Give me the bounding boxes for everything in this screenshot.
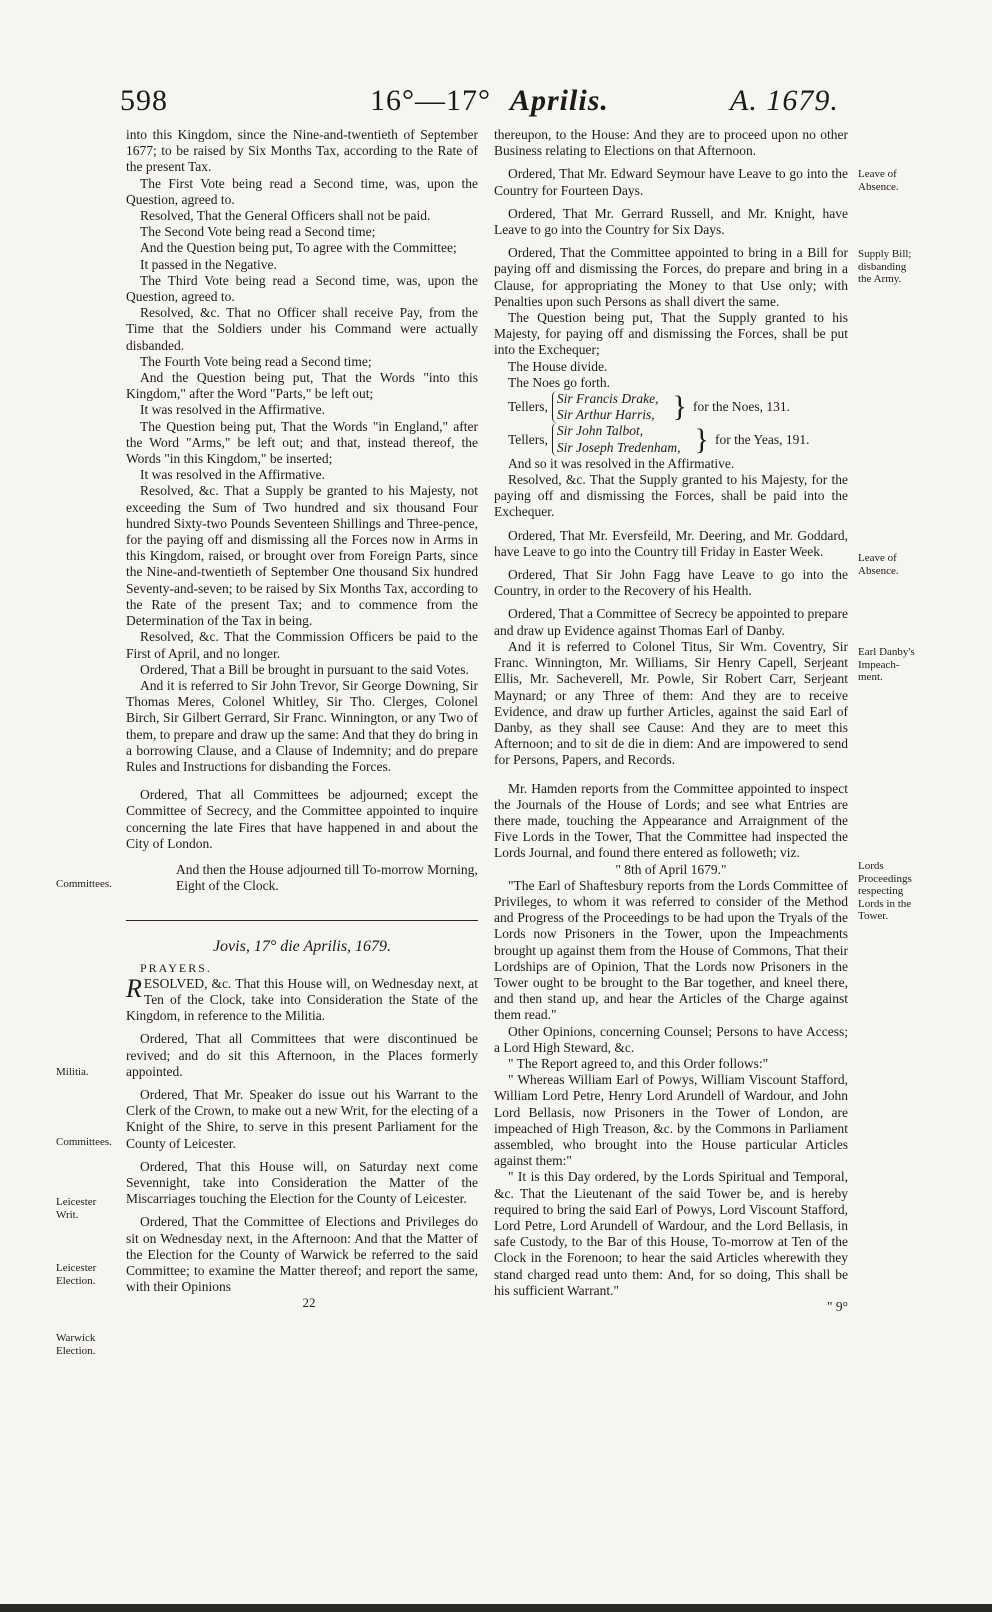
header-month: Aprilis. — [510, 84, 609, 117]
note-line: ment. — [858, 671, 883, 683]
margin-note-committees — [56, 1136, 122, 1149]
note-line: Proceedings — [858, 872, 912, 885]
note-line: Election. — [56, 1274, 96, 1287]
paragraph: Ordered, That Mr. Speaker do issue out his Warrant to the Clerk of the Crown, to make out a new Writ, for the electing of a Knight of the Shire, to serve in this present Parliament for the County of Leicester. — [126, 1086, 478, 1151]
paragraph: And so it was resolved in the Affirmative. — [508, 455, 735, 471]
left-column — [126, 127, 478, 1312]
paragraph: And it is referred to Sir John Trevor, Sir George Downing, Sir Thomas Meres, Colonel Whitley, Sir Tho. Clerges, Colonel Birch, Sir Gilbert Gerrard, Sir Franc. Winnington, or any Two of them, to prepare and draw up the same: And that they do bring in a borrowing Clause, and a Clause of Indemnity; and do prepare Rules and Instructions for disbanding the Forces. — [126, 677, 478, 774]
paragraph: " The Report agreed to, and this Order follows:" — [508, 1055, 769, 1071]
paragraph: It passed in the Negative. — [140, 256, 277, 272]
paragraph: Ordered, That this House will, on Saturday next come Sevennight, take into Consideration the Matter of the Miscarriages touching the Election for the County of Leicester. — [126, 1158, 478, 1207]
paragraph: And it is referred to Colonel Titus, Sir Wm. Coventry, Sir Franc. Winnington, Mr. Williams, Sir Henry Capell, Serjeant Ellis, Mr. Sacheverell, Mr. Powle, Sir Robert Carr, Serjeant Maynard; or any Three of them: And they are to receive Evidence, and draw up further Articles, against the said Earl of Danby, as they shall see Cause: And they are to meet this Afternoon; and to sit de die in diem: And are impowered to send for Persons, Papers, and Records. — [494, 638, 848, 768]
paragraph: And the Question being put, To agree with the Committee; — [140, 240, 457, 256]
teller-name: Sir Francis Drake, — [556, 391, 659, 407]
paragraph: Ordered, That Mr. Eversfeild, Mr. Deering, and Mr. Goddard, have Leave to go into the Country till Friday in Easter Week. — [494, 527, 848, 559]
margin-note-supply — [858, 248, 938, 286]
tellers-yeas — [508, 423, 848, 455]
paragraph: The Fourth Vote being read a Second time; — [140, 353, 372, 369]
paragraph: " Whereas William Earl of Powys, William Viscount Stafford, William Lord Petre, Henry Lord Arundell of Wardour, and John Lord Bellasis, now Prisoners in the Tower of London, are impeached of High Treason, &c. by the Commons in Parliament assembled, who brought into the House particular Articles against them:" — [494, 1072, 848, 1169]
adjournment-line: And then the House adjourned till To-morrow Morning, Eight of the Clock. — [176, 861, 478, 894]
prayers-heading: PRAYERS. — [140, 960, 212, 975]
paragraph: It was resolved in the Affirmative. — [140, 467, 325, 483]
note-line: Leicester — [56, 1262, 97, 1274]
header-year: A. 1679. — [730, 84, 839, 117]
teller-name: Sir Arthur Harris, — [556, 407, 655, 423]
paragraph: And the Question being put, That the Words "into this Kingdom," after the Word "Parts," be left out; — [126, 370, 478, 402]
paragraph: "The Earl of Shaftesbury reports from the Lords Committee of Privileges, to whom it was referred to consider of the Method and Progress of the Proceedings to be had upon the Tryals of the Lords now Prisoners in the Tower, upon the Impeachments brought up against them from the House of Commons, That their Lordships are of Opinion, That the Lords now Prisoners in the Tower ought to be brought to the Bar together, and kneel there, and then stand up, and hear the Articles of the Charge against them read." — [494, 877, 848, 1023]
paragraph: Resolved, That the General Officers shall not be paid. — [140, 208, 431, 224]
paragraph: Resolved, &c. That no Officer shall receive Pay, from the Time that the Soldiers under his Command were actually disbanded. — [126, 305, 478, 353]
note-line: the Army. — [858, 273, 902, 285]
teller-names — [552, 391, 659, 423]
teller-name: Sir John Talbot, — [556, 423, 644, 439]
brace-glyph: } — [694, 422, 709, 456]
paragraph: The First Vote being read a Second time, was, upon the Question, agreed to. — [126, 175, 478, 207]
note-line: Warwick — [56, 1332, 96, 1344]
paragraph: The Second Vote being read a Second time; — [140, 224, 376, 240]
paragraph: The House divide. — [508, 358, 608, 374]
paragraph: Mr. Hamden reports from the Committee appointed to inspect the Journals of the House of Lords; and see what Entries are there made, touching the Appearance and Arraignment of the Five Lords in the Tower, That the Committee had inspected the Lords Journal, and found there entered as followeth; viz. — [494, 780, 848, 861]
margin-note-leicester-election — [56, 1262, 122, 1287]
paragraph: Ordered, That Mr. Edward Seymour have Leave to go into the Country for Fourteen Days. — [494, 166, 848, 198]
note-line: Lords in the — [858, 897, 912, 910]
note-line: respecting — [858, 885, 904, 897]
note-line: Militia. — [56, 1066, 89, 1078]
paragraph: Resolved, &c. That the Supply granted to his Majesty, for the paying off and dismissing the Forces, shall be paid into the Exchequer. — [494, 472, 848, 520]
margin-note-committees — [56, 878, 122, 891]
tellers-label: Tellers, — [508, 399, 548, 415]
paragraph: The Question being put, That the Supply granted to his Majesty, for paying off and dismissing the Forces, shall be put into the Exchequer; — [494, 310, 848, 358]
quoted-date: " 8th of April 1679." — [615, 861, 727, 877]
resolved-paragraph — [126, 973, 478, 1025]
teller-names — [552, 423, 681, 455]
note-line: Tower. — [858, 910, 889, 922]
paragraph: " It is this Day ordered, by the Lords Spiritual and Temporal, &c. That the Lieutenant of the said Tower be, and is hereby required to bring the said Earl of Powys, Lord Viscount Stafford, Lord Petre, Lord Arundell of Wardour, and the Lord Bellasis, in safe Custody, to the Bar of this House, To-morrow at Ten of the Clock in the Forenoon; to hear the said Articles wherewith they stand charged read unto them: And, for so doing, This shall be his sufficient Warrant." — [494, 1169, 848, 1298]
note-line: Election. — [56, 1344, 96, 1357]
tellers-result: for the Noes, 131. — [692, 399, 791, 415]
paragraph: Ordered, That Sir John Fagg have Leave to go into the Country, in order to the Recovery of his Health. — [494, 567, 848, 599]
paragraph: Ordered, That a Committee of Secrecy be appointed to prepare and draw up Evidence against Thomas Earl of Danby. — [494, 606, 848, 638]
margin-note-militia — [56, 1066, 122, 1079]
drop-cap: R — [126, 973, 142, 1003]
note-line: Committees. — [56, 878, 112, 890]
paragraph: into this Kingdom, since the Nine-and-twentieth of September 1677; to be raised by Six Months Tax, according to the Rate of the present Tax. — [126, 127, 478, 175]
section-rule — [126, 920, 478, 921]
margin-note-leave — [858, 552, 938, 577]
scan-edge — [0, 1604, 992, 1612]
signature-mark: 22 — [302, 1295, 316, 1311]
margin-note-danby — [858, 646, 938, 684]
note-line: Supply Bill; — [858, 248, 912, 260]
right-column — [494, 127, 848, 1315]
tellers-result: for the Yeas, 191. — [714, 431, 810, 447]
paragraph: Other Opinions, concerning Counsel; Persons to have Access; a Lord High Steward, &c. — [494, 1023, 848, 1055]
paragraph: Ordered, That a Bill be brought in pursuant to the said Votes. — [140, 661, 469, 677]
sitting-date: Jovis, 17° die Aprilis, 1679. — [212, 938, 392, 956]
note-line: Earl Danby's — [858, 646, 915, 658]
catchword: " 9° — [826, 1299, 848, 1315]
running-header — [120, 84, 850, 124]
note-line: Absence. — [858, 180, 899, 193]
paragraph: Resolved, &c. That the Commission Officers be paid to the First of April, and no longer. — [126, 629, 478, 661]
paragraph: It was resolved in the Affirmative. — [140, 402, 325, 418]
note-line: Leave of — [858, 168, 897, 180]
teller-name: Sir Joseph Tredenham, — [556, 439, 681, 455]
header-dates: 16°—17° — [370, 84, 491, 117]
paragraph: Ordered, That the Committee of Elections and Privileges do sit on Wednesday next, in the Afternoon: And that the Matter of the Election for the County of Warwick be referred to the said Committee; to examine the Matter thereof; and report the same, with their Opinions — [126, 1214, 478, 1295]
resolved-text: ESOLVED, &c. That this House will, on Wednesday next, at Ten of the Clock, take into Consideration the State of the Kingdom, in reference to the Militia. — [126, 975, 478, 1024]
note-line: Impeach- — [858, 658, 900, 671]
margin-note-leave — [858, 168, 938, 193]
brace-glyph: } — [672, 390, 687, 424]
note-line: Absence. — [858, 564, 899, 577]
paragraph: Ordered, That all Committees be adjourned; except the Committee of Secrecy, and the Committee appointed to inquire concerning the late Fires that have happened in and about the City of London. — [126, 787, 478, 851]
tellers-label: Tellers, — [508, 431, 548, 447]
paragraph: Resolved, &c. That a Supply be granted to his Majesty, not exceeding the Sum of Two hundred and six thousand Four hundred Sixty-two Pounds Seventeen Shillings and Three-pence, for the paying off and dismissing all the Forces now in Arms in this Kingdom, raised, or brought over from Foreign Parts, since the Nine-and-twentieth of September One thousand Six hundred Seventy-and-seven; to be raised by Six Months Tax, according to the Rate of the present Tax; and to commence from the Determination of the Tax in being. — [126, 483, 478, 629]
margin-note-lords — [858, 860, 938, 923]
paragraph: Ordered, That the Committee appointed to bring in a Bill for paying off and dismissing the Forces, do prepare and bring in a Clause, for appropriating the Money to that Use only; with Penalties upon such Persons as shall divert the same. — [494, 245, 848, 309]
note-line: disbanding — [858, 260, 907, 273]
note-line: Lords — [858, 860, 884, 872]
margin-note-leicester-writ — [56, 1196, 122, 1221]
paragraph: Ordered, That Mr. Gerrard Russell, and Mr. Knight, have Leave to go into the Country for Six Days. — [494, 205, 848, 238]
page-number: 598 — [120, 84, 168, 117]
note-line: Leave of — [858, 552, 897, 564]
tellers-noes — [508, 391, 848, 423]
paragraph: thereupon, to the House: And they are to proceed upon no other Business relating to Elections on that Afternoon. — [494, 127, 848, 159]
paragraph: Ordered, That all Committees that were discontinued be revived; and do sit this Afternoon, in the Places formerly appointed. — [126, 1031, 478, 1079]
note-line: Writ. — [56, 1208, 79, 1221]
paragraph: The Question being put, That the Words "in England," after the Word "Arms," be left out; and that, instead thereof, the Words "in this Kingdom," be inserted; — [126, 418, 478, 467]
note-line: Leicester — [56, 1196, 97, 1208]
paragraph: The Third Vote being read a Second time, was, upon the Question, agreed to. — [126, 272, 478, 305]
margin-note-warwick-election — [56, 1332, 122, 1357]
note-line: Committees. — [56, 1136, 112, 1148]
paragraph: The Noes go forth. — [508, 374, 610, 390]
